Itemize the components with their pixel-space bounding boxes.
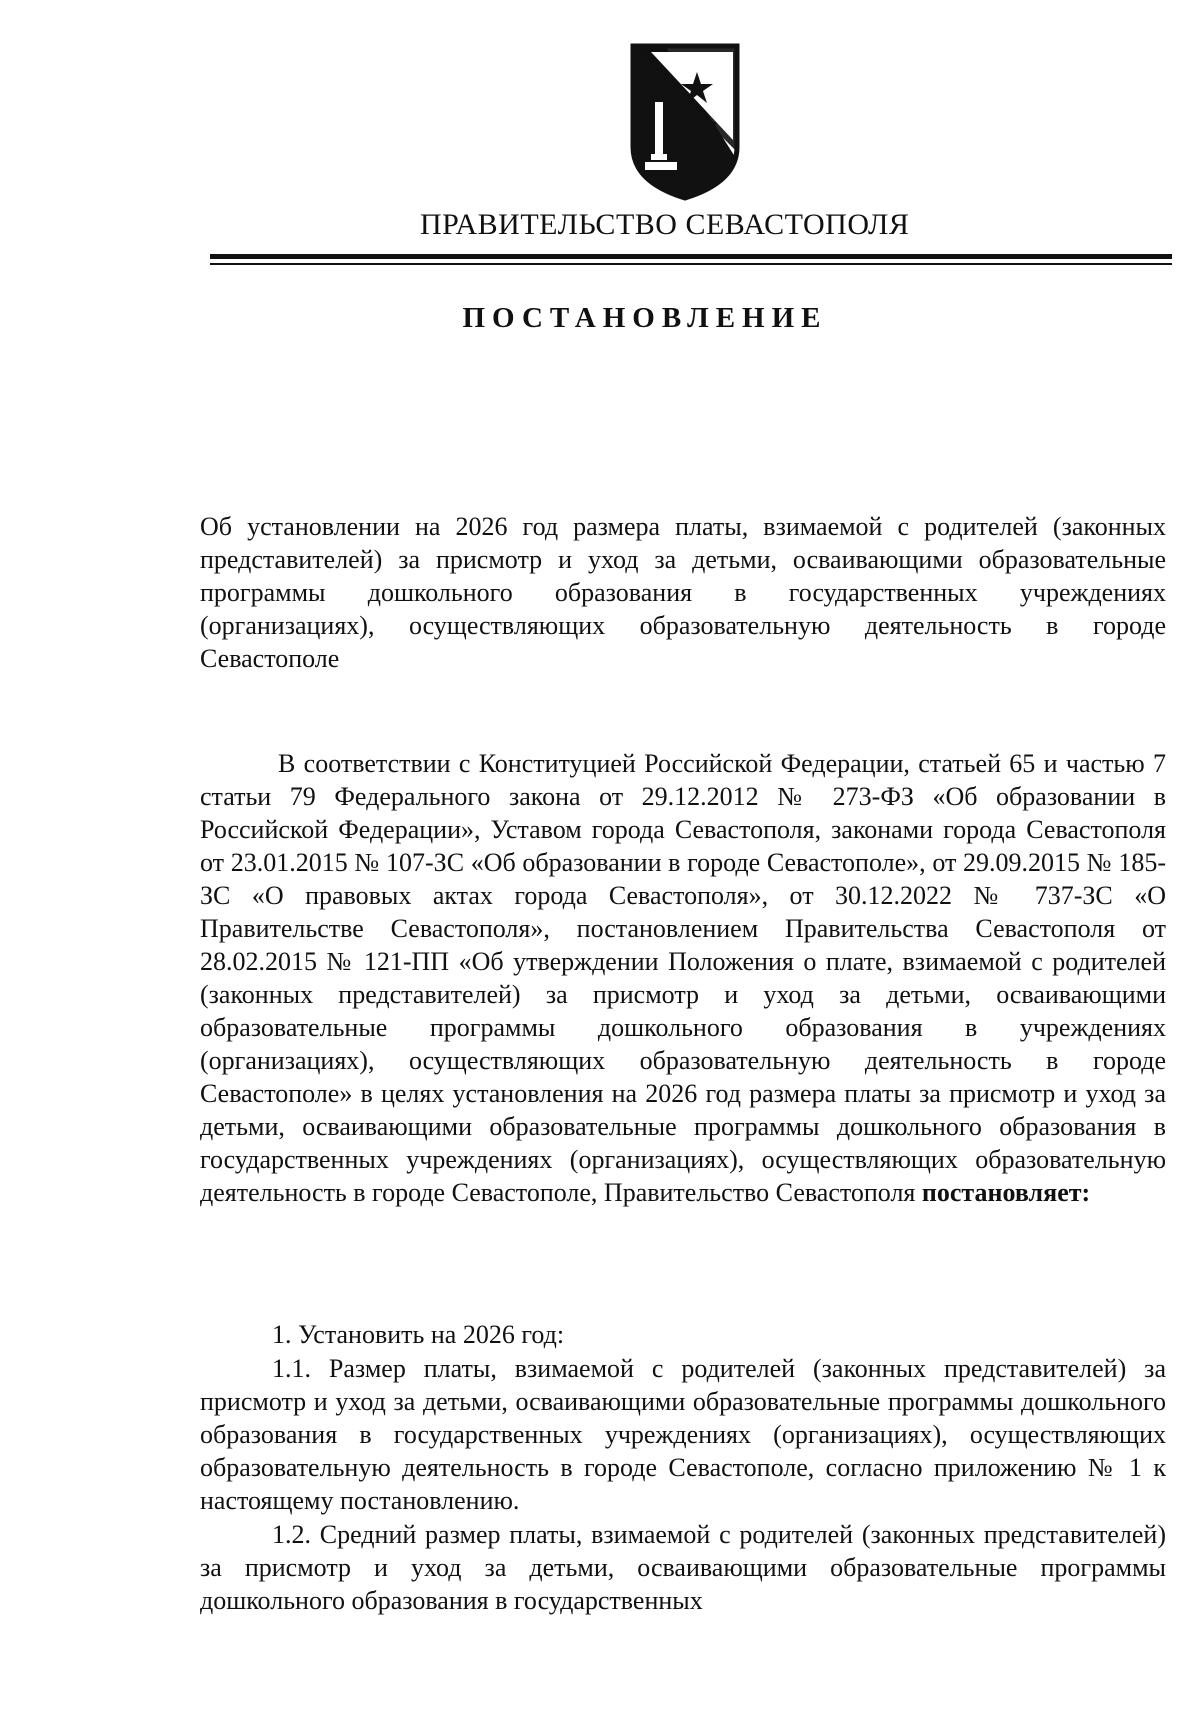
- preamble-paragraph: [200, 747, 1166, 1209]
- preamble-text: В соответствии с Конституцией Российской Федерации, статьей 65 и частью 7 статьи 79 Федерального закона от 29.12.2012 № 273-ФЗ «Об образовании в Российской Федерации», Уставом города Севастополя, законами города Севастополя от 23.01.2015 № 107-ЗС «Об образовании в городе Севастополе», от 29.09.2015 № 185-ЗС «О правовых актах города Севастополя», от 30.12.2022 № 737-ЗС «О Правительстве Севастополя», постановлением Правительства Севастополя от 28.02.2015 № 121-ПП «Об утверждении Положения о плате, взимаемой с родителей (законных представителей) за присмотр и уход за детьми, осваивающими образовательные программы дошкольного образования в учреждениях (организациях), осуществляющих образовательную деятельность в городе Севастополе» в целях установления на 2026 год размера платы за присмотр и уход за детьми, осваивающими образовательные программы дошкольного образования в государственных учреждениях (организациях), осуществляющих образовательную деятельность в городе Севастополе, Правительство Севастополя: [200, 749, 1166, 1207]
- item-1-text: 1. Установить на 2026 год:: [272, 1320, 565, 1349]
- organization-name: ПРАВИТЕЛЬСТВО СЕВАСТОПОЛЯ: [420, 208, 910, 241]
- item-1-2: 1.2. Средний размер платы, взимаемой с родителей (законных представителей) за присмотр и уход за детьми, осваивающими образовательные программы дошкольного образования в государственных: [200, 1520, 1166, 1615]
- item-1: [200, 1318, 1166, 1351]
- document-type: ПОСТАНОВЛЕНИЕ: [462, 302, 828, 334]
- header-divider-thick: [210, 254, 1172, 259]
- organization-title: [200, 208, 1200, 242]
- document-subject: Об установлении на 2026 год размера платы, взимаемой с родителей (законных представителей) за присмотр и уход за детьми, осваивающими образовательные программы дошкольного образования в государственных учреждениях (организациях), осуществляющих образовательную деятельность в городе Севастополе: [200, 512, 1166, 673]
- sevastopol-coat-of-arms-icon: [625, 42, 745, 202]
- item-1-1: 1.1. Размер платы, взимаемой с родителей (законных представителей) за присмотр и уход за детьми, осваивающими образовательные программы дошкольного образования в государственных учреждениях (организациях), осуществляющих образовательную деятельность в городе Севастополе, согласно приложению № 1 к настоящему постановлению.: [200, 1354, 1166, 1515]
- header-divider-thin: [210, 263, 1172, 265]
- resolves-word: постановляет:: [921, 1178, 1091, 1207]
